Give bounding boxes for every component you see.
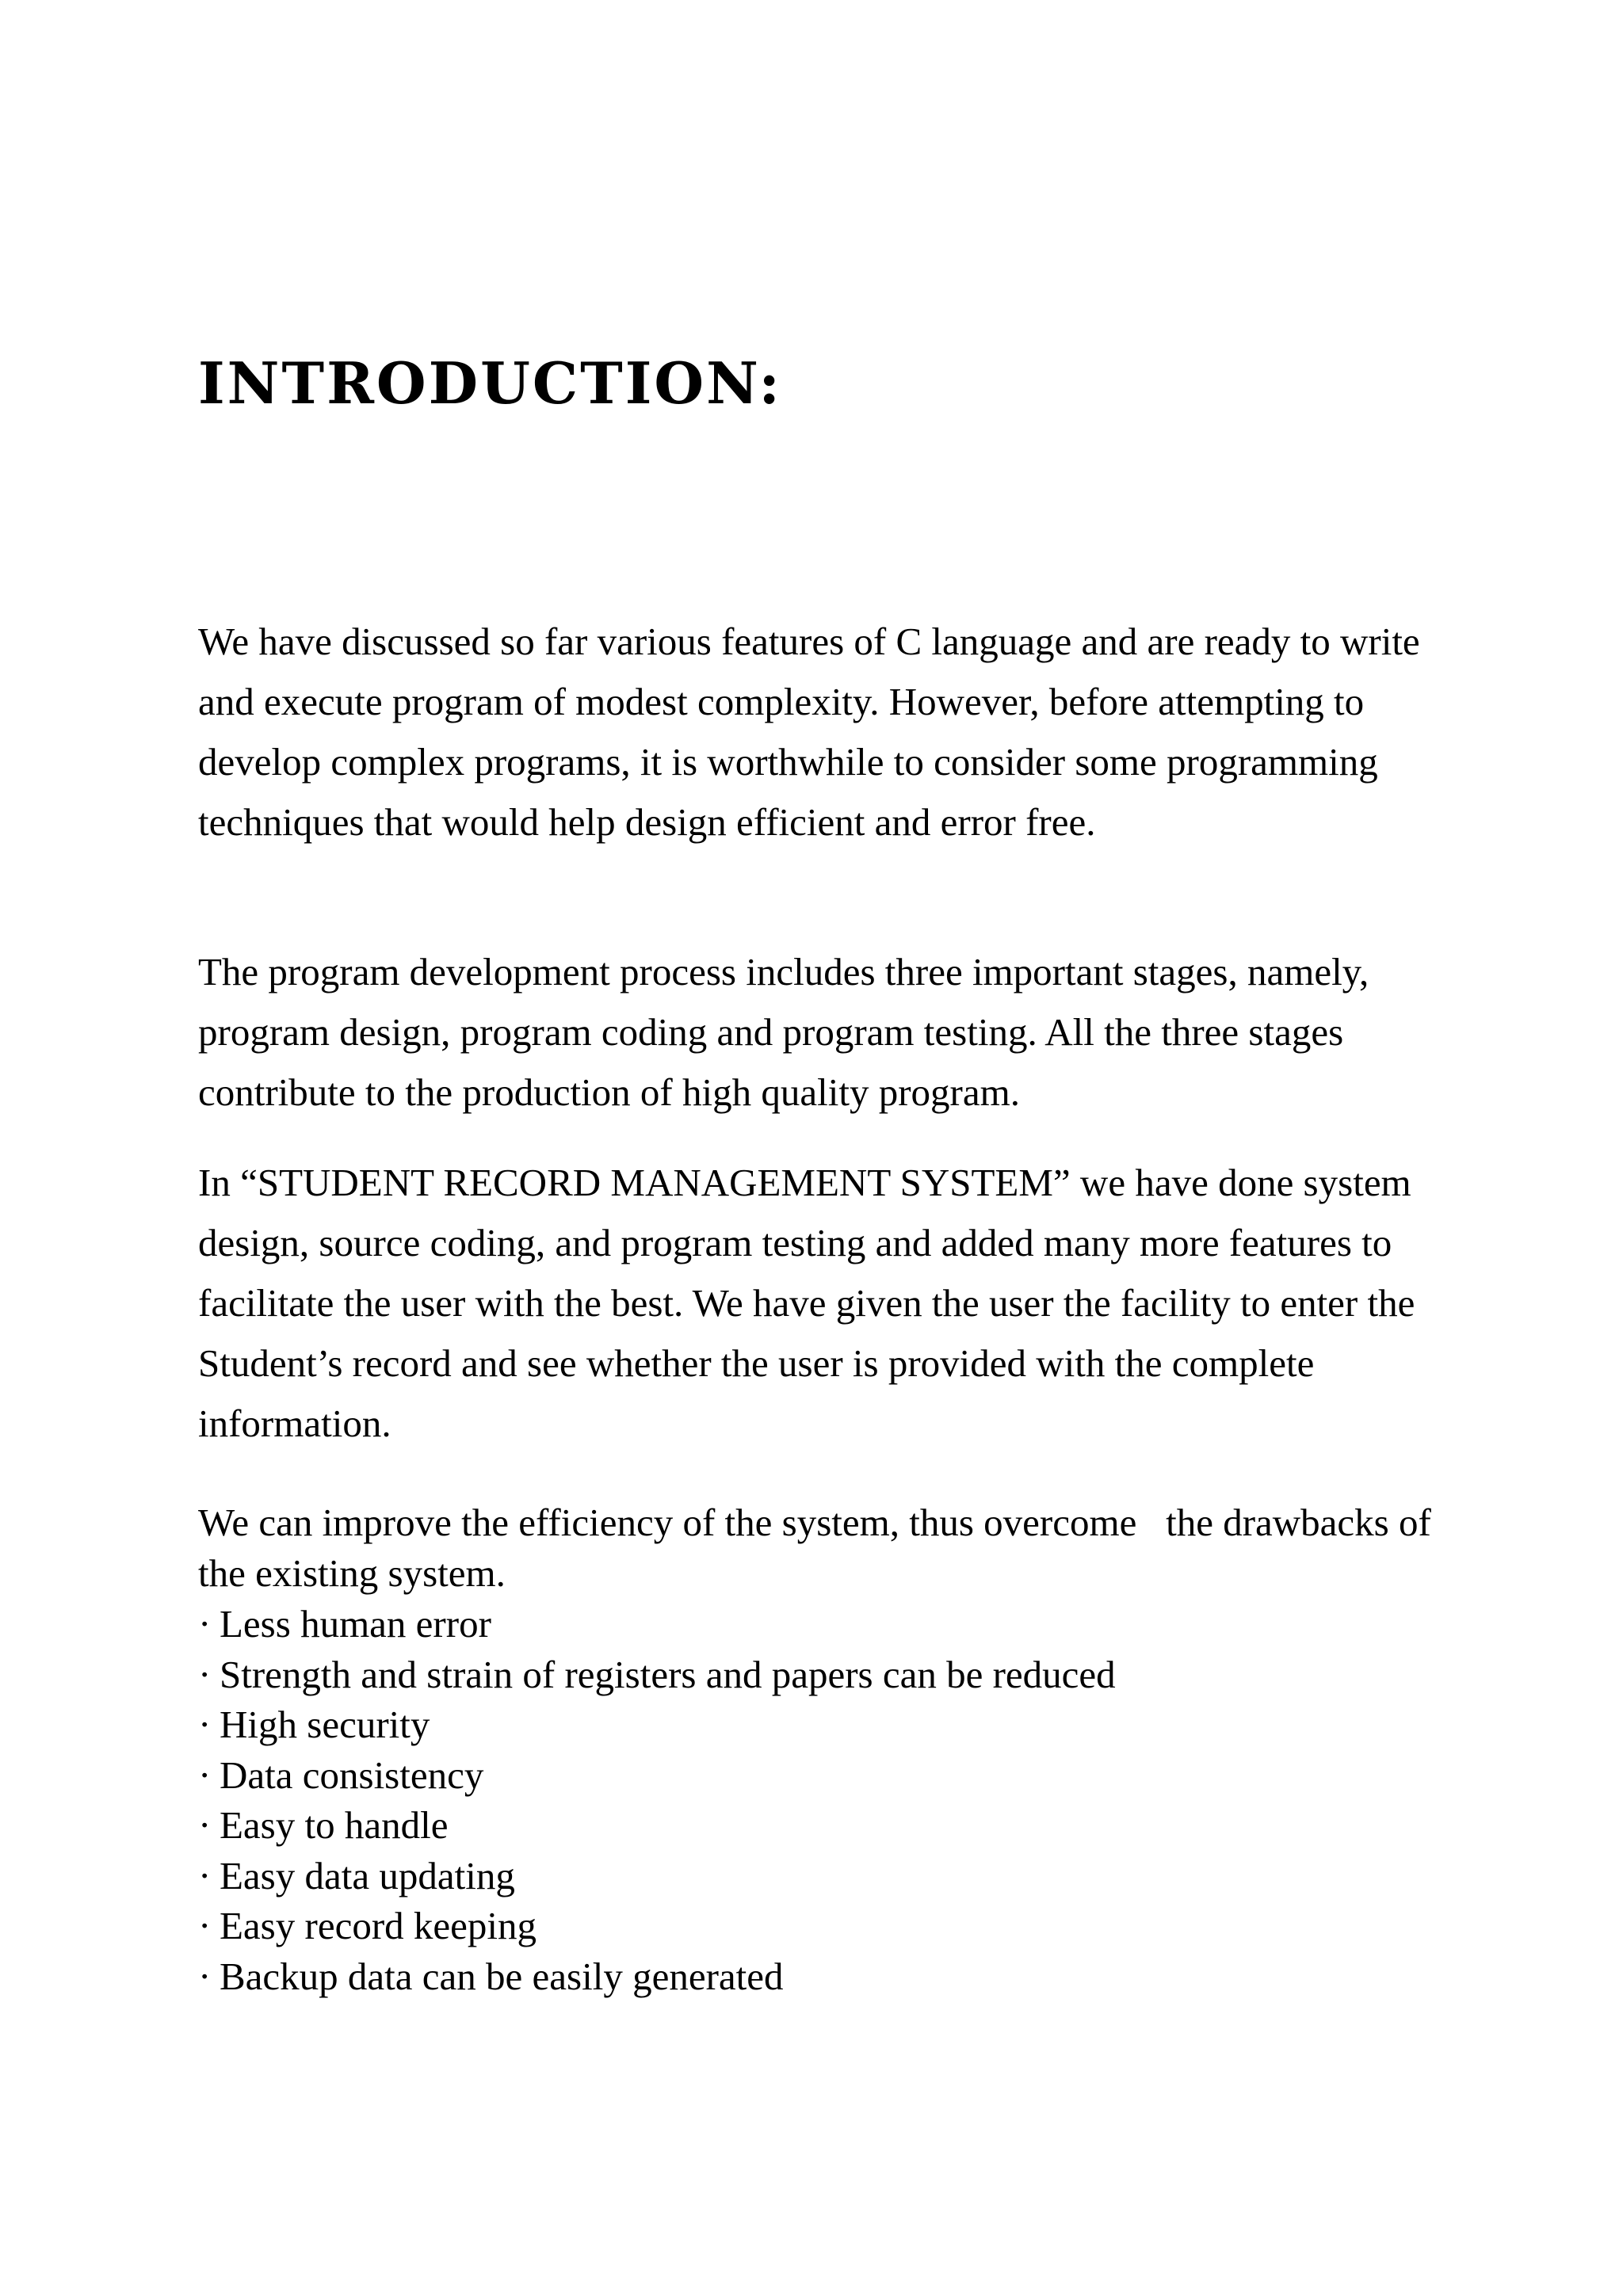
page-heading: INTRODUCTION: bbox=[198, 349, 782, 417]
paragraph-intro: We have discussed so far various features of C language and are ready to write and execute program of modest complexity. However, before attempting to develop complex programs, it is worthwhile to consider some programming techniques that would help design efficient and error free. bbox=[198, 620, 1420, 844]
list-item bbox=[198, 1800, 1434, 1851]
list-item-text: Easy record keeping bbox=[220, 1904, 537, 1947]
list-item bbox=[198, 1650, 1434, 1700]
paragraph-development-process: The program development process includes three important stages, namely, program design, program coding and program testing. All the three stages contribute to the production of high quality program. bbox=[198, 950, 1369, 1114]
benefits-list bbox=[198, 1599, 1434, 2001]
paragraph-improvements: We can improve the efficiency of the system, thus overcome the drawbacks of the existing system. bbox=[198, 1501, 1442, 1595]
list-item-text: Strength and strain of registers and papers can be reduced bbox=[220, 1652, 1116, 1696]
list-item bbox=[198, 1750, 1434, 1801]
bullet-mark: · bbox=[198, 1904, 212, 1947]
list-item bbox=[198, 1951, 1434, 2002]
list-item bbox=[198, 1901, 1434, 1951]
list-item bbox=[198, 1851, 1434, 1901]
bullet-mark: · bbox=[198, 1602, 212, 1646]
paragraph-project-summary: In “STUDENT RECORD MANAGEMENT SYSTEM” we have done system design, source coding, and program testing and added many more features to facilitate the user with the best. We have given the user the facility to enter the Student’s record and see whether the user is provided with the complete information. bbox=[198, 1161, 1415, 1445]
list-item bbox=[198, 1599, 1434, 1650]
list-item-text: Easy to handle bbox=[220, 1803, 449, 1847]
bullet-mark: · bbox=[198, 1652, 212, 1696]
list-item bbox=[198, 1699, 1434, 1750]
bullet-mark: · bbox=[198, 1703, 212, 1746]
bullet-mark: · bbox=[198, 1853, 212, 1897]
bullet-mark: · bbox=[198, 1753, 212, 1797]
list-item-text: Easy data updating bbox=[220, 1853, 515, 1897]
list-item-text: Data consistency bbox=[220, 1753, 484, 1797]
list-item-text: Less human error bbox=[220, 1602, 491, 1646]
list-item-text: Backup data can be easily generated bbox=[220, 1954, 784, 1998]
bullet-mark: · bbox=[198, 1954, 212, 1998]
bullet-mark: · bbox=[198, 1803, 212, 1847]
list-item-text: High security bbox=[220, 1703, 430, 1746]
